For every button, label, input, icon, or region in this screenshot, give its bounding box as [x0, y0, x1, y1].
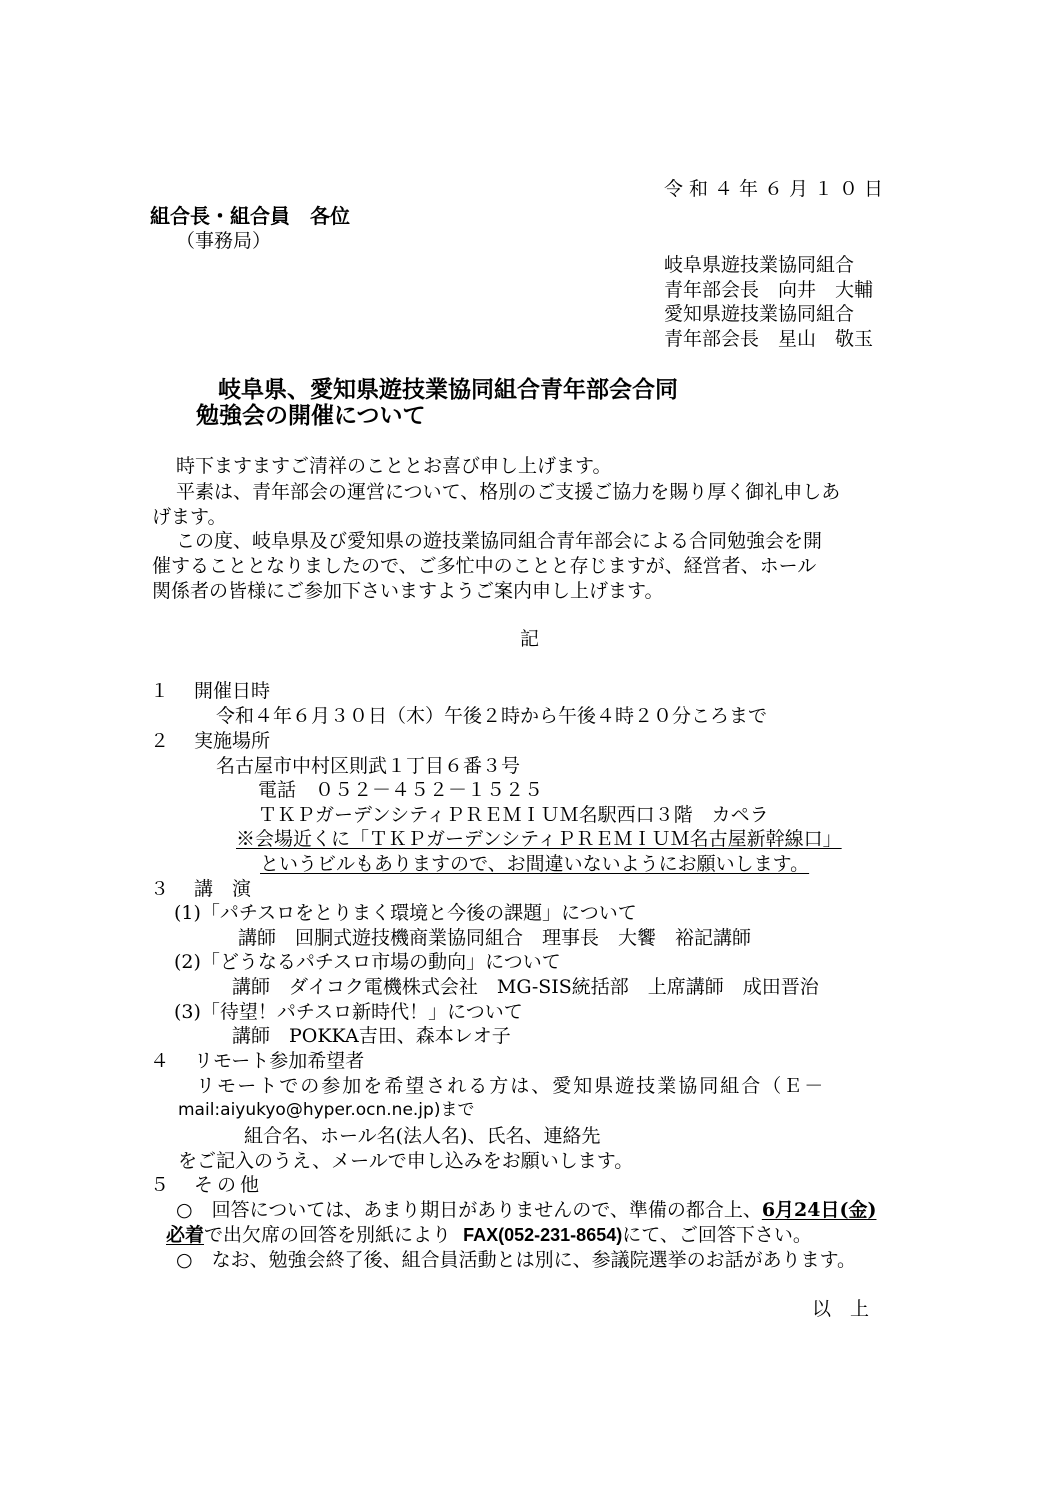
paragraph-invite-1: この度、岐阜県及び愛知県の遊技業協同組合青年部会による合同勉強会を開: [176, 530, 823, 552]
addressee: 組合長・組合員 各位: [150, 204, 350, 228]
venue-phone: 電話 ０５２－４５２－１５２５: [258, 779, 544, 801]
document-title-line2: 勉強会の開催について: [196, 402, 426, 429]
reply-must-arrive: 必着: [166, 1224, 205, 1246]
document-date: 令和４年６月１０日: [664, 178, 890, 200]
reply-method-text: で出欠席の回答を別紙により: [204, 1224, 452, 1246]
section-2-heading: 実施場所: [194, 730, 271, 752]
section-5-number: ５: [150, 1174, 170, 1196]
greeting: 時下ますますご清祥のこととお喜び申し上げます。: [176, 455, 612, 477]
sender-chair-aichi: 青年部会長 星山 敬玉: [664, 328, 874, 350]
document-title-line1: 岐阜県、愛知県遊技業協同組合青年部会合同: [218, 376, 678, 403]
reply-deadline-date: 6月24日(金): [761, 1199, 877, 1221]
election-note: ○ なお、勉強会終了後、組合員活動とは別に、参議院選挙のお話があります。: [176, 1249, 857, 1271]
lecture-2-speaker: 講師 ダイコク電機株式会社 MG-SIS統括部 上席講師 成田晋治: [232, 976, 819, 998]
lecture-3-title: (3)「待望！パチスロ新時代！」について: [174, 1001, 523, 1023]
lecture-2-title: (2)「どうなるパチスロ市場の動向」について: [174, 951, 561, 973]
section-3-heading: 講 演: [194, 878, 252, 900]
reply-method-line: [166, 1224, 812, 1247]
ki-mark: 記: [520, 628, 540, 650]
remote-required-info: 組合名、ホール名(法人名)、氏名、連絡先: [244, 1125, 601, 1147]
section-3-number: ３: [150, 878, 170, 900]
venue-name: ＴＫＰガーデンシティＰＲＥＭＩＵＭ名駅西口３階 カペラ: [258, 804, 769, 826]
paragraph-thanks-2: げます。: [152, 506, 227, 528]
reply-method-end: にて、ご回答下さい。: [622, 1224, 812, 1246]
section-4-number: ４: [150, 1050, 170, 1072]
venue-note-line2: というビルもありますので、お間違いないようにお願いします。: [260, 853, 810, 875]
closing-mark: 以 上: [812, 1298, 870, 1320]
event-datetime: 令和４年６月３０日（木）午後２時から午後４時２０分ころまで: [216, 705, 768, 727]
paragraph-thanks-1: 平素は、青年部会の運営について、格別のご支援ご協力を賜り厚く御礼申しあ: [176, 481, 841, 503]
office-label: （事務局）: [176, 230, 272, 252]
paragraph-invite-2: 催することとなりましたので、ご多忙中のことと存じますが、経営者、ホール: [152, 555, 817, 577]
paragraph-invite-3: 関係者の皆様にご参加下さいますようご案内申し上げます。: [152, 580, 664, 602]
sender-chair-gifu: 青年部会長 向井 大輔: [664, 279, 874, 301]
venue-address: 名古屋市中村区則武１丁目６番３号: [216, 755, 521, 777]
section-5-heading: その他: [194, 1174, 264, 1196]
remote-line1: リモートでの参加を希望される方は、愛知県遊技業協同組合（Ｅ－: [196, 1075, 826, 1097]
reply-deadline-line: [176, 1199, 876, 1222]
sender-org-aichi: 愛知県遊技業協同組合: [664, 303, 855, 325]
lecture-3-speaker: 講師 POKKA吉田、森本レオ子: [232, 1025, 511, 1047]
lecture-1-title: (1)「パチスロをとりまく環境と今後の課題」について: [174, 902, 637, 924]
venue-note-line1: ※会場近くに「ＴＫＰガーデンシティＰＲＥＭＩＵＭ名古屋新幹線口」: [236, 828, 842, 850]
remote-instruction: をご記入のうえ、メールで申し込みをお願いします。: [178, 1150, 634, 1172]
reply-deadline-text: ○ 回答については、あまり期日がありませんので、準備の都合上、: [176, 1199, 762, 1221]
section-2-number: ２: [150, 730, 170, 752]
sender-org-gifu: 岐阜県遊技業協同組合: [664, 254, 855, 276]
section-4-heading: リモート参加希望者: [194, 1050, 365, 1072]
section-1-heading: 開催日時: [194, 680, 271, 702]
fax-number: FAX(052-231-8654): [463, 1225, 623, 1245]
remote-email-line: mail:aiyukyo@hyper.ocn.ne.jp)まで: [178, 1100, 475, 1120]
section-1-number: １: [150, 680, 170, 702]
lecture-1-speaker: 講師 回胴式遊技機商業協同組合 理事長 大饗 裕記講師: [238, 927, 752, 949]
